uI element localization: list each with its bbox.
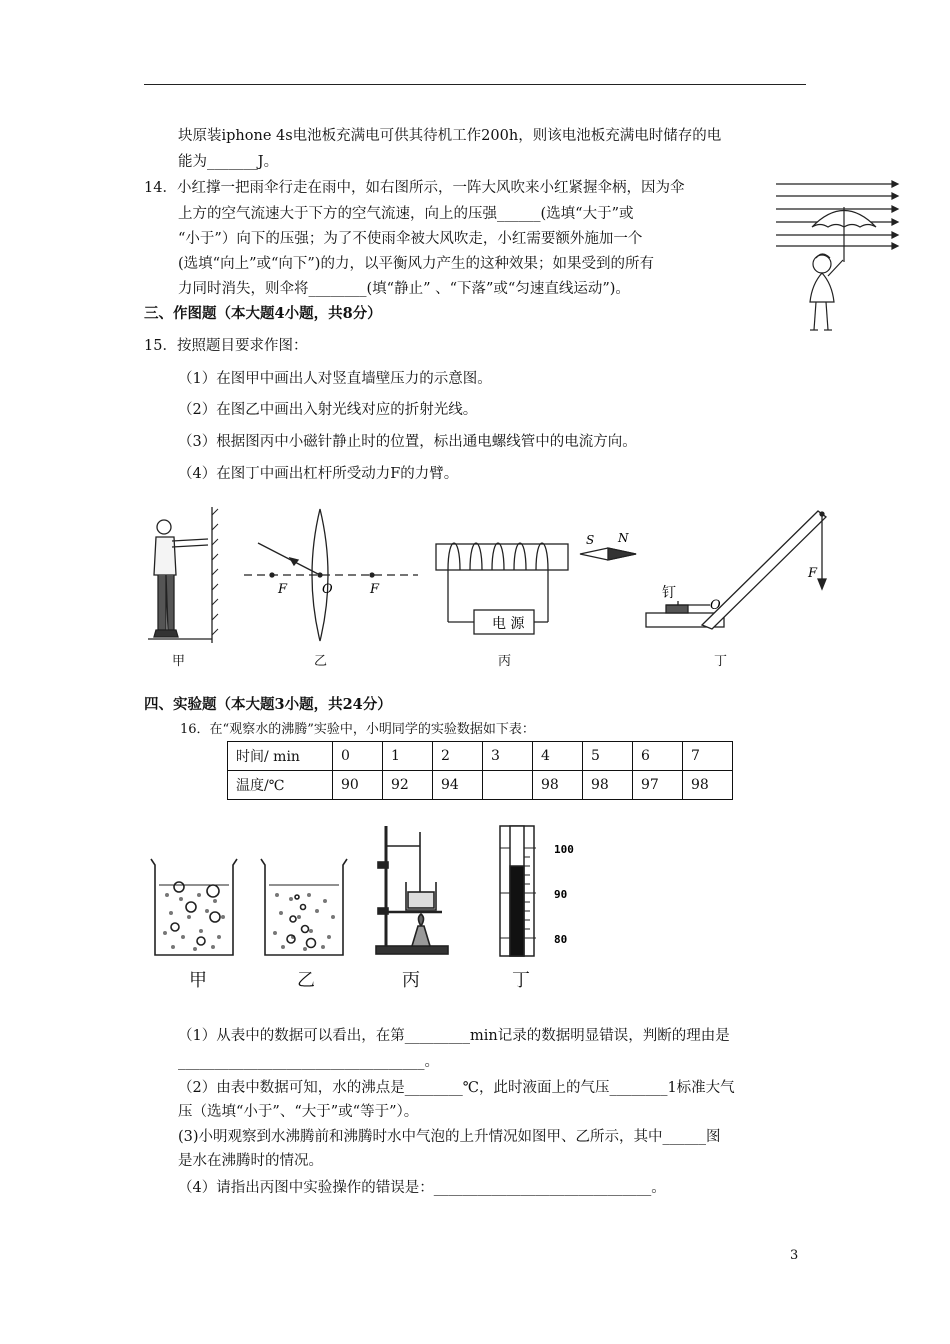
fig16-jia-caption: 甲 [189,970,207,991]
q16-stem: 16．在“观察水的沸腾”实验中，小明同学的实验数据如下表： [180,722,535,737]
fig16-ding-tick-100: 100 [554,843,574,856]
q16-item-4: （4）请指出丙图中实验操作的错误是：______________________________。 [178,1180,666,1196]
q14-line-1: 14．小红撑一把雨伞行走在雨中，如右图所示，一阵大风吹来小红紧握伞柄，因为伞 [144,180,685,196]
section-3-heading: 三、作图题（本大题4小题，共8分） [144,305,382,322]
fig16-yi-caption: 乙 [297,970,315,991]
header-rule [144,84,806,85]
table-row [228,771,733,800]
table-cell: 98 [533,771,583,800]
fig16-ding-tick-90: 90 [554,888,568,901]
q16-data-table [227,741,733,800]
table-cell: 98 [583,771,633,800]
table-cell: 3 [483,742,533,771]
table-cell: 98 [683,771,733,800]
q16-item-3a: (3)小明观察到水沸腾前和沸腾时水中气泡的上升情况如图甲、乙所示，其中______图 [178,1129,721,1145]
fig16-ding-thermometer [490,822,590,962]
q16-item-2a: （2）由表中数据可知，水的沸点是________℃，此时液面上的气压________1标准大气 [178,1080,735,1096]
q13-line-2: 能为_______J。 [178,154,279,170]
q16-item-3b: 是水在沸腾时的情况。 [178,1153,323,1169]
q14-line-4: (选填“向上”或“向下”)的力，以平衡风力产生的这种效果；如果受到的所有 [178,256,654,272]
table-cell: 5 [583,742,633,771]
q15-item-2: （2）在图乙中画出入射光线对应的折射光线。 [178,402,478,418]
table-cell: 4 [533,742,583,771]
fig15-jia-caption: 甲 [172,654,186,669]
q15-item-1: （1）在图甲中画出人对竖直墙壁压力的示意图。 [178,371,492,387]
table-cell: 97 [633,771,683,800]
fig15-yi-lens [238,505,423,645]
umbrella-girl-figure [772,172,902,357]
section-4-heading: 四、实验题（本大题3小题，共24分） [144,696,392,713]
page-number: 3 [790,1248,799,1263]
table-cell [483,771,533,800]
q14-line-3: “小于”）向下的压强；为了不使雨伞被大风吹走，小红需要额外施加一个 [178,231,643,247]
fig15-yi-f-right: F [370,582,380,597]
q16-item-1a: （1）从表中的数据可以看出，在第_________min记录的数据明显错误，判断的理由是 [178,1028,730,1044]
fig15-ding-nail-label: 钉 [662,585,676,601]
table-cell: 92 [383,771,433,800]
table-cell: 0 [333,742,383,771]
table-cell: 温度/℃ [228,771,333,800]
fig16-jia-beaker [145,855,245,960]
table-cell: 时间/ min [228,742,333,771]
fig15-ding-caption: 丁 [714,654,728,669]
fig15-bing-power-label: 电 源 [492,616,525,632]
table-cell: 6 [633,742,683,771]
q16-item-2b: 压（选填“小于”、“大于”或“等于”）。 [178,1104,419,1120]
table-row [228,742,733,771]
fig15-jia-person-wall [148,505,223,650]
q15-item-4: （4）在图丁中画出杠杆所受动力F的力臂。 [178,466,459,482]
q13-line-1: 块原装iphone 4s电池板充满电可供其待机工作200h，则该电池板充满电时储存的电 [178,128,722,144]
fig15-yi-o: O [322,582,333,597]
table-cell: 2 [433,742,483,771]
table-cell: 94 [433,771,483,800]
fig15-bing-caption: 丙 [498,654,512,669]
fig16-bing-apparatus [372,822,452,957]
q16-item-1b: __________________________________。 [178,1054,439,1070]
q14-line-2: 上方的空气流速大于下方的空气流速，向上的压强______(选填“大于”或 [178,206,634,222]
fig15-ding-f: F [808,566,818,581]
table-cell: 1 [383,742,433,771]
fig16-yi-beaker [255,855,355,960]
q15-stem: 15．按照题目要求作图： [144,338,308,354]
table-cell: 7 [683,742,733,771]
fig15-ding-o: O [710,598,721,613]
fig15-bing-n: N [618,531,629,545]
fig15-yi-f-left: F [278,582,288,597]
fig15-yi-caption: 乙 [314,654,328,669]
fig16-ding-caption: 丁 [512,970,530,991]
fig15-bing-s: S [586,533,595,547]
fig15-ding-lever [640,505,840,640]
fig16-bing-caption: 丙 [402,970,420,991]
fig15-bing-solenoid [430,530,640,645]
fig16-ding-tick-80: 80 [554,933,568,946]
q14-line-5: 力同时消失，则伞将________(填“静止” 、“下落”或“匀速直线运动”)。 [178,281,630,297]
table-cell: 90 [333,771,383,800]
q15-item-3: （3）根据图丙中小磁针静止时的位置，标出通电螺线管中的电流方向。 [178,434,637,450]
